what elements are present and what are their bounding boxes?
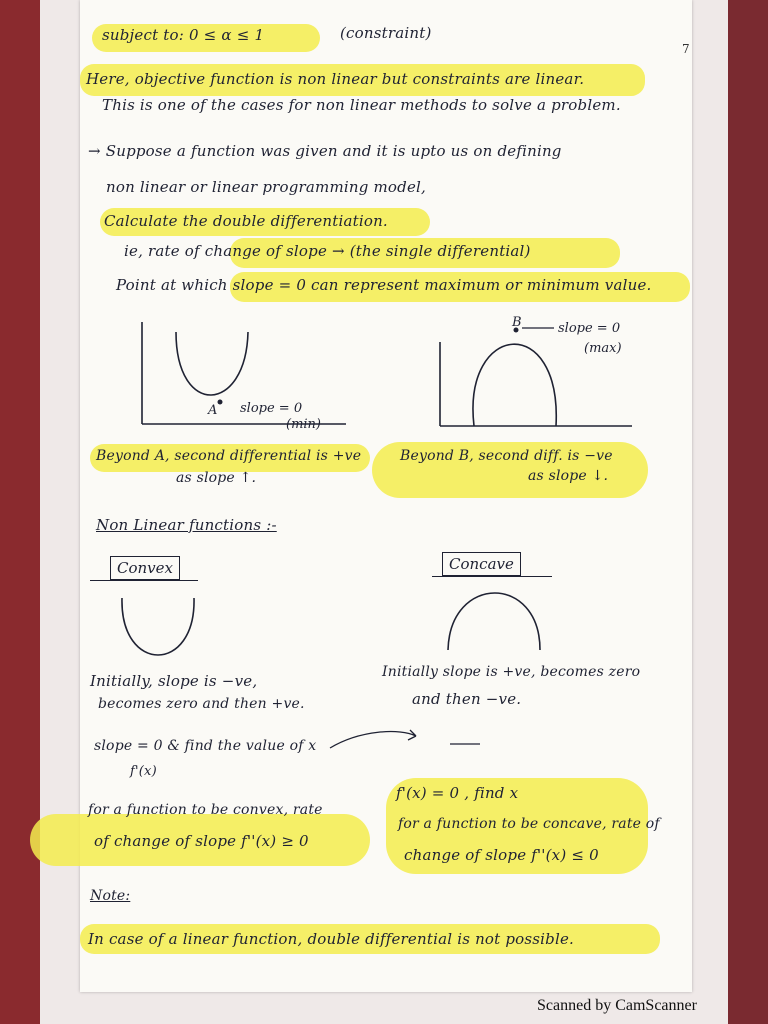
beyond-a-line1: Beyond A, second differential is +ve [96, 448, 362, 464]
max-label: (max) [584, 341, 622, 356]
convex-cond-line2: of change of slope f''(x) ≥ 0 [94, 832, 309, 850]
double-diff-line: Calculate the double differentiation. [104, 212, 388, 230]
cases-line: This is one of the cases for non linear methods to solve a problem. [102, 96, 621, 114]
concave-cond-line2: change of slope f''(x) ≤ 0 [404, 846, 599, 864]
convex-box: Convex [110, 556, 180, 580]
convex-cond-line1: for a function to be convex, rate [88, 802, 323, 818]
concave-shape [444, 584, 544, 654]
programming-line: non linear or linear programming model, [106, 178, 427, 196]
slope-min-label: slope = 0 [240, 401, 303, 416]
beyond-b-line1: Beyond B, second diff. is −ve [400, 448, 613, 464]
concave-cond-line1: for a function to be concave, rate of [398, 816, 660, 832]
max-graph [432, 312, 652, 432]
concave-desc-line1: Initially slope is +ve, becomes zero [382, 664, 641, 680]
notebook-page [80, 0, 692, 992]
concave-cond-line0: f'(x) = 0 , find x [396, 784, 519, 802]
slope-max-label: slope = 0 [558, 321, 621, 336]
constraint-note: (constraint) [340, 24, 432, 42]
rate-line: ie, rate of change of slope → (the single differential) [124, 242, 531, 260]
point-a [218, 400, 223, 405]
note-heading: Note: [90, 888, 131, 904]
convex-curve [176, 332, 248, 395]
concave-desc-line2: and then −ve. [412, 690, 522, 708]
objective-line: Here, objective function is non linear but constraints are linear. [86, 70, 585, 88]
min-graph [136, 318, 356, 432]
margin-mark: 7 [682, 42, 690, 56]
concave-underline [432, 576, 552, 577]
point-b-label: B [512, 315, 522, 330]
concave-curve [473, 344, 556, 426]
point-line: Point at which slope = 0 can represent maximum or minimum value. [116, 276, 652, 294]
suppose-line: → Suppose a function was given and it is upto us on defining [88, 142, 562, 160]
swoosh-arrow [330, 724, 490, 754]
note-text: In case of a linear function, double differential is not possible. [88, 930, 575, 948]
slope-find-line: slope = 0 & find the value of x [94, 738, 317, 754]
concave-box: Concave [442, 552, 521, 576]
scanner-footer: Scanned by CamScanner [537, 997, 697, 1014]
fx-label: f'(x) [130, 764, 157, 779]
nonlinear-heading: Non Linear functions :- [96, 516, 277, 534]
convex-desc-line2: becomes zero and then +ve. [98, 696, 305, 712]
convex-underline [90, 580, 198, 581]
convex-desc-line1: Initially, slope is −ve, [90, 672, 258, 690]
point-a-label: A [208, 403, 218, 418]
min-label: (min) [286, 417, 322, 432]
subject-to-line: subject to: 0 ≤ α ≤ 1 [102, 26, 265, 44]
beyond-a-line2: as slope ↑. [176, 470, 257, 486]
convex-shape [116, 594, 196, 664]
beyond-b-line2: as slope ↓. [528, 468, 609, 484]
